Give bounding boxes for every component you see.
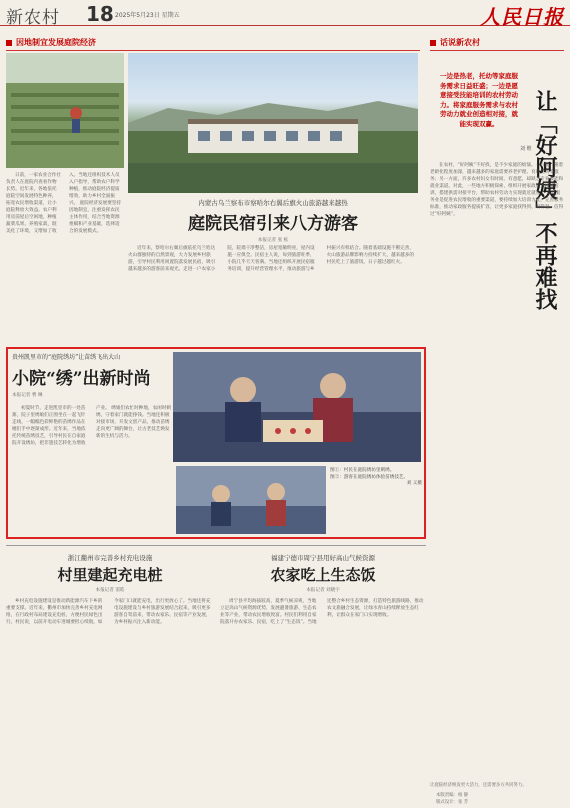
- ecology-article-text: 周宁县平均海拔较高，夏季气候凉爽，当地立足高山气候资源优势，发展避暑旅游、生态农业等产业，带动农民增收致富。村民们利用自家院落开办农家乐、民宿，吃上了“生态饭”。当地还整合乡村生态资源，打造特色旅游线路，推动农文旅融合发展，让绿水青山持续释放生态红利，让群众在家门口实现增收。: [220, 599, 424, 625]
- section-header-courtyard-economy: [6, 36, 206, 49]
- section-header-talk-newcountry: [430, 36, 564, 49]
- left-article-body: [6, 172, 124, 322]
- newspaper-logo: 人民日报: [480, 5, 564, 29]
- ecology-article-title: [220, 553, 426, 593]
- ecology-byline: 本报记者 刘晓宇: [306, 588, 340, 593]
- charging-kicker: 浙江衢州市完善乡村充电设施: [67, 554, 153, 562]
- feature-caption-1: 图①：村民在庭院绣坊里刺绣。: [330, 468, 395, 473]
- section-header-text: 因地制宜发展庭院经济: [16, 38, 96, 47]
- hotel-kicker: 内蒙古乌兰察布市察哈尔右翼后旗火山旅游越来越热: [198, 199, 348, 207]
- pull-quote: 一边是热老，托幼等家庭服务需求日益旺盛；一边是愿意接受技能培训的农村劳动力。将家庭服务需求与农村劳动力就业创造相对接，就能实现双赢。: [440, 72, 518, 128]
- left-article-text: 日前，一家农业合作社负责人在庭院内查看作物长势。近年来，各地依托庭院空间发展特色种养，拓宽农民增收渠道，让小庭院释放大效益。农户利用房前屋后空闲地，种植蔬菜瓜果、养殖家禽，既美化了环境，又增加了收入。当地还组织技术人员入户指导，帮助农户科学种植，推动庭院经济提质增效，助力乡村全面振兴。 庭院经济发展要坚持因地制宜，注重发挥农民主体作用，结合当地资源禀赋和产业基础，选择适合的发展模式。: [6, 173, 121, 234]
- issue-date: 2025年5月23日 星期五: [115, 12, 180, 19]
- feature-headline: 小院“绣”出新时尚: [12, 369, 151, 389]
- charging-article-body: [6, 598, 214, 798]
- feature-kicker: 贵州凯里市的“庭院绣坊”让苗绣飞出大山: [12, 354, 121, 361]
- staff-credit-editor: 本版责编：杨 静: [436, 793, 469, 798]
- hotel-byline: 本报记者 张 枨: [257, 238, 289, 243]
- right-section-rule: [430, 50, 564, 51]
- ecology-kicker: 福建宁德市周宁县用好高山气候资源: [271, 554, 375, 562]
- feature-second-photo-illustration: [176, 466, 326, 534]
- hotel-article-title: [128, 198, 418, 243]
- feature-article-text: 初夏时节，走进凯里市的一处苗寨，院子里绣娘们正围坐在一起飞针走线，一幅幅色彩鲜艳的苗绣作品在她们手中逐渐成形。近年来，当地依托传统苗绣技艺，引导村民在自家庭院开设绣坊，把非遗技艺转化为增收产业。 绣娘们农忙时种地，农闲时刺绣，守着家门就能挣钱。当地还积极对接市场，开发文创产品，推动苗绣走向更广阔的舞台，让古老技艺焕发新的生机与活力。: [12, 406, 171, 446]
- hotel-article-body: [128, 245, 418, 341]
- embroidery-photo: [173, 352, 421, 462]
- section-square-icon: [430, 40, 436, 46]
- charging-byline: 本报记者 窦皓: [95, 588, 125, 593]
- section-rule: [6, 50, 420, 51]
- charging-article-text: 乡村充电设施建设是推动新能源汽车下乡的重要支撑。近年来，衢州市加快完善乡村充电网络，在行政村布局建设充电桩，方便村民绿色出行。村民说，以前开电动车进城要担心续航，如今家门口就能充电，出行更放心了。当地还将充电设施建设与乡村旅游发展结合起来，吸引更多游客自驾前来，带动农家乐、民宿等产业发展，为乡村振兴注入新动能。: [6, 599, 211, 625]
- hotel-article-text: 近年来，察哈尔右翼后旗依托乌兰哈达火山群独特的自然景观，大力发展乡村旅游，引导村民利用闲置院落发展民宿，吸引越来越多的游客前来观光。走进一户农家小院，院墙干净整洁，房屋宽敞明亮，屋内设施一应俱全。民宿主人说，每到旅游旺季，小院几乎天天客满。当地还组织开展民宿服务培训，提升经营管理水平，推动旅游与乡村振兴有机结合。随着基础设施不断完善，火山旅游品牌影响力持续扩大，越来越多的村民吃上了旅游饭，日子越过越红火。: [128, 246, 414, 272]
- masthead: [0, 0, 570, 29]
- farm-photo-illustration: [6, 53, 124, 168]
- feature-photo-credit: 刘 义摄: [406, 481, 422, 486]
- section-square-icon: [6, 40, 12, 46]
- feature-body-left: [12, 405, 172, 535]
- right-column-body: [430, 162, 564, 782]
- ecology-headline: 农家吃上生态饭: [270, 566, 376, 584]
- right-author: 刘 维: [520, 146, 532, 152]
- section-header-text: 话说新农村: [440, 38, 480, 47]
- charging-article-title: [6, 553, 214, 593]
- page-number: 18: [86, 2, 114, 26]
- feature-byline: 本报记者 曹 琳: [12, 393, 43, 398]
- hotel-headline: 庭院民宿引来八方游客: [188, 214, 358, 234]
- feature-second-photo: [176, 466, 326, 534]
- vertical-headline-1: 让「好阿姨」: [532, 90, 558, 222]
- feature-title: [12, 352, 172, 398]
- hotel-photo: [128, 53, 418, 193]
- staff-credit-layout: 版式设计：张 芳: [436, 800, 469, 805]
- editor-note: 让庭院经济焕发更大活力，还需要多方共同努力。: [430, 783, 527, 788]
- right-column-text: 在农村，“好阿姨”不好找，是不少家庭的烦恼。一方面，随着老龄化程度加深，越来越多的家庭需要养老护理、育幼托幼等服务；另一方面，许多农村妇女有时间、有意愿，却缺乏专业技能和就业渠道。对此，一些地方积极探索，组织开展家政服务技能培训，搭建供需对接平台，帮助农村劳动力实现就近就业。 家政服务业是促进农民增收的重要渠道，要持续加大培训力度，完善服务标准，推动家政服务提质扩容，让更多家庭找得到、用得起、信得过“好阿姨”。: [430, 163, 564, 217]
- charging-headline: 村里建起充电桩: [57, 566, 163, 584]
- feature-caption-2: 图②：游客在庭院绣坊体验苗绣技艺。: [330, 474, 409, 480]
- embroidery-photo-illustration: [173, 352, 421, 462]
- bottom-rule: [6, 545, 426, 546]
- feature-captions: [330, 468, 422, 488]
- ecology-article-body: [220, 598, 426, 798]
- farm-photo: [6, 53, 124, 168]
- hotel-photo-illustration: [128, 53, 418, 193]
- vertical-headline-2: 不再难找: [532, 222, 558, 310]
- section-name: 新农村: [6, 8, 60, 28]
